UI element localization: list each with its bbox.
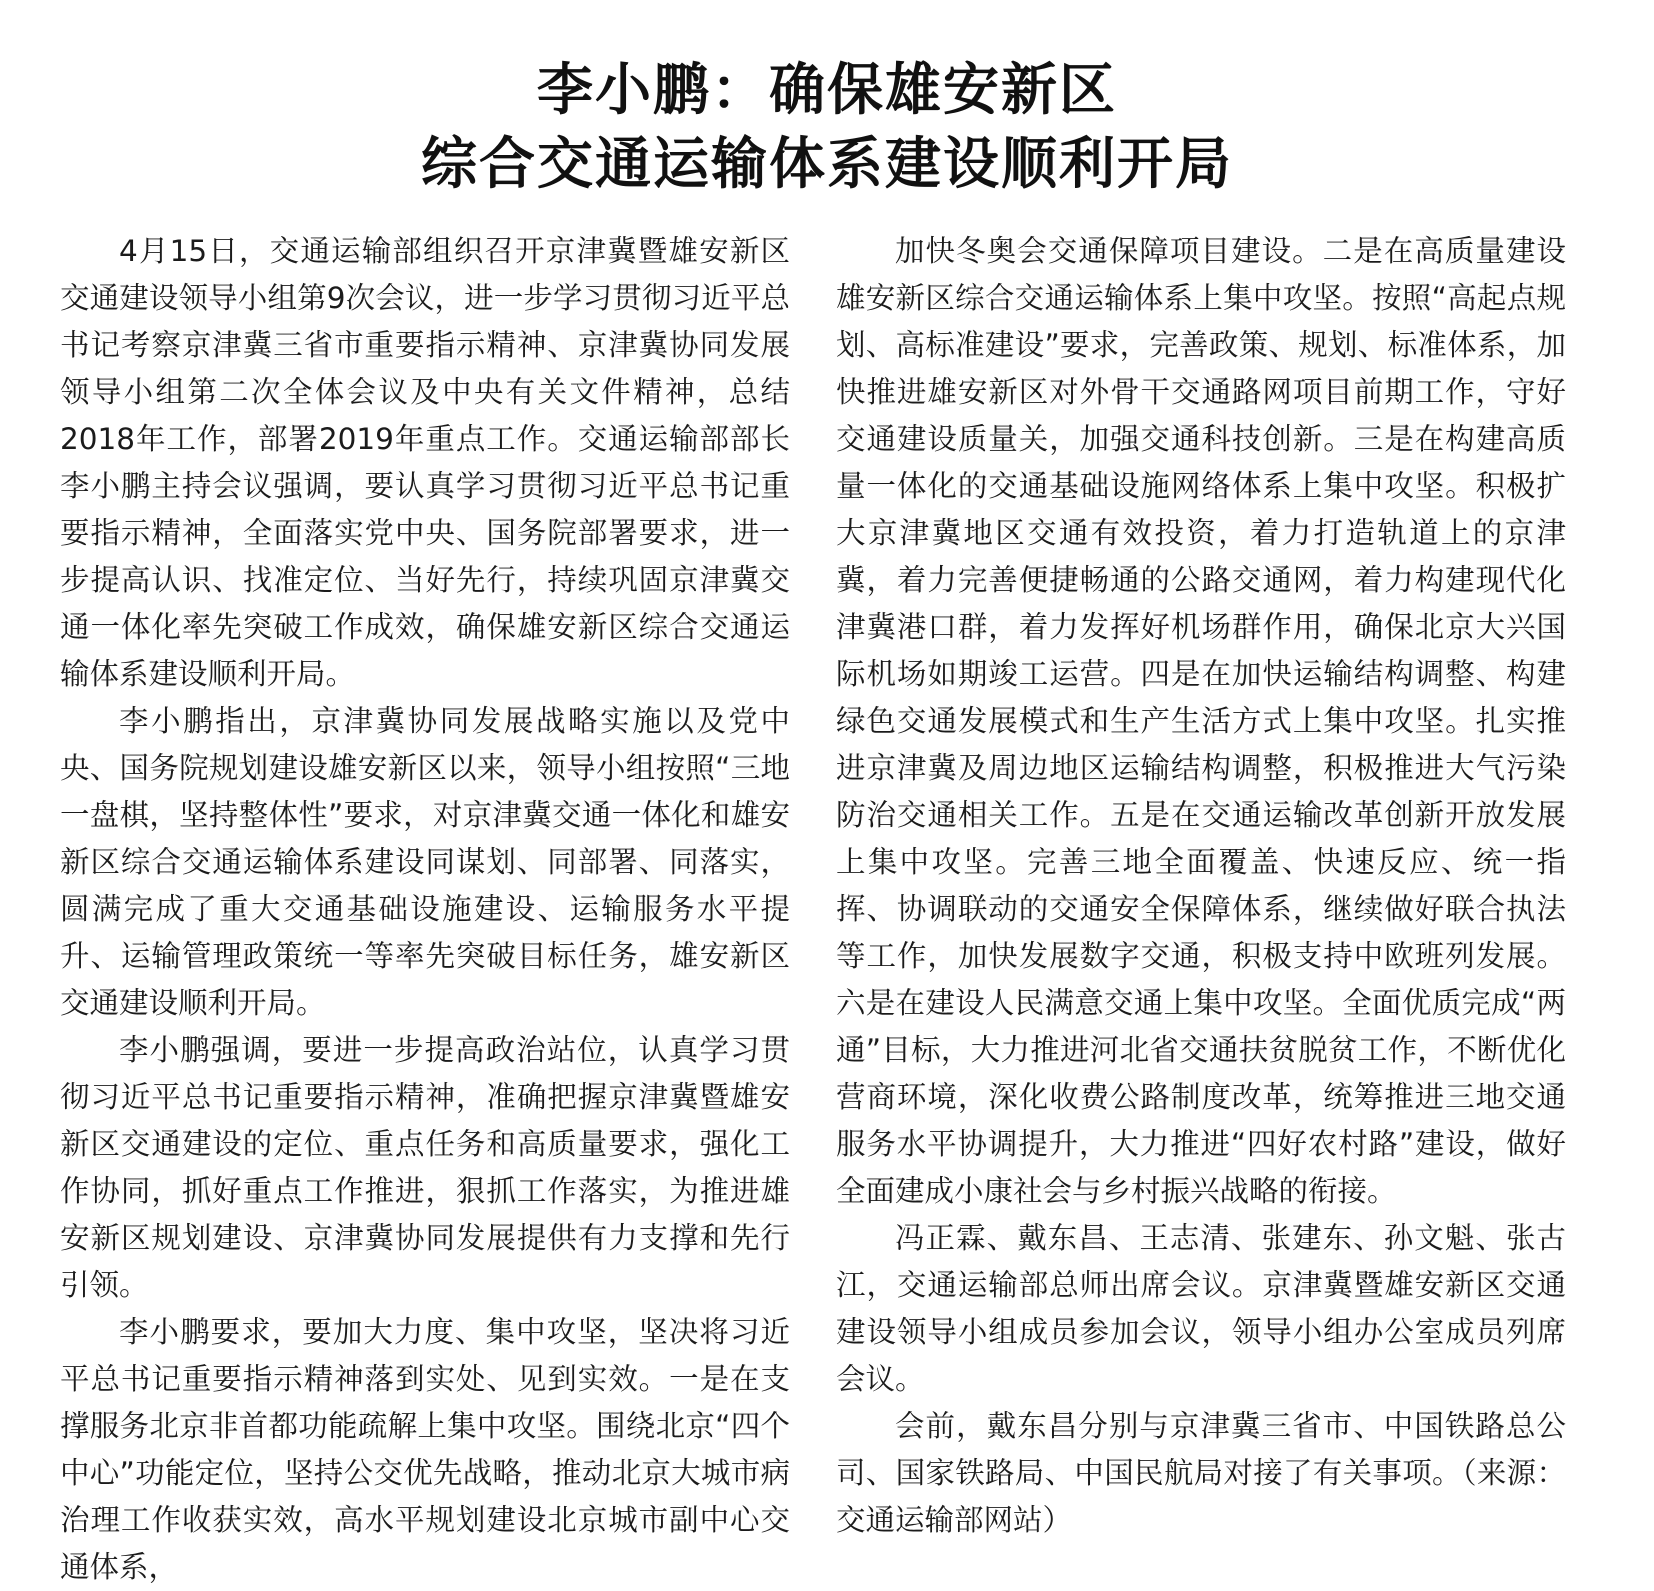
paragraph: 加快冬奥会交通保障项目建设。二是在高质量建设雄安新区综合交通运输体系上集中攻坚。按照“高起点规划、高标准建设”要求，完善政策、规划、标准体系，加快推进雄安新区对外骨干交通路网项目前期工作，守好交通建设质量关，加强交通科技创新。三是在构建高质量一体化的交通基础设施网络体系上集中攻坚。积极扩大京津冀地区交通有效投资，着力打造轨道上的京津冀，着力完善便捷畅通的公路交通网，着力构建现代化津冀港口群，着力发挥好机场群作用，确保北京大兴国际机场如期竣工运营。四是在加快运输结构调整、构建绿色交通发展模式和生产生活方式上集中攻坚。扎实推进京津冀及周边地区运输结构调整，积极推进大气污染防治交通相关工作。五是在交通运输改革创新开放发展上集中攻坚。完善三地全面覆盖、快速反应、统一指挥、协调联动的交通安全保障体系，继续做好联合执法等工作，加快发展数字交通，积极支持中欧班列发展。六是在建设人民满意交通上集中攻坚。全面优质完成“两通”目标，大力推进河北省交通扶贫脱贫工作，不断优化营商环境，深化收费公路制度改革，统筹推进三地交通服务水平协调提升，大力推进“四好农村路”建设，做好全面建成小康社会与乡村振兴战略的衔接。 <box>836 233 1566 1208</box>
paragraph: 冯正霖、戴东昌、王志清、张建东、孙文魁、张古江，交通运输部总师出席会议。京津冀暨雄安新区交通建设领导小组成员参加会议，领导小组办公室成员列席会议。 <box>836 1220 1566 1396</box>
paragraph: 李小鹏要求，要加大力度、集中攻坚，坚决将习近平总书记重要指示精神落到实处、见到实效。一是在支撑服务北京非首都功能疏解上集中攻坚。围绕北京“四个中心”功能定位，坚持公交优先战略，推动北京大城市病治理工作收获实效，高水平规划建设北京城市副中心交通体系， <box>60 1314 790 1584</box>
page-left-margin-rule <box>0 0 10 1521</box>
page-title-line-2: 综合交通运输体系建设顺利开局 <box>421 130 1233 197</box>
page-title-line-1: 李小鹏：确保雄安新区 <box>537 57 1117 123</box>
page-title <box>60 54 1594 202</box>
article-column-left <box>60 228 790 1591</box>
paragraph: 李小鹏指出，京津冀协同发展战略实施以及党中央、国务院规划建设雄安新区以来，领导小组按照“三地一盘棋，坚持整体性”要求，对京津冀交通一体化和雄安新区综合交通运输体系建设同谋划、同部署、同落实，圆满完成了重大交通基础设施建设、运输服务水平提升、运输管理政策统一等率先突破目标任务，雄安新区交通建设顺利开局。 <box>60 703 790 1020</box>
paragraph: 会前，戴东昌分别与京津冀三省市、中国铁路总公司、国家铁路局、中国民航局对接了有关事项。（来源：交通运输部网站） <box>836 1408 1566 1537</box>
paragraph: 4月15日，交通运输部组织召开京津冀暨雄安新区交通建设领导小组第9次会议，进一步学习贯彻习近平总书记考察京津冀三省市重要指示精神、京津冀协同发展领导小组第二次全体会议及中央有关文件精神，总结2018年工作，部署2019年重点工作。交通运输部部长李小鹏主持会议强调，要认真学习贯彻习近平总书记重要指示精神，全面落实党中央、国务院部署要求，进一步提高认识、找准定位、当好先行，持续巩固京津冀交通一体化率先突破工作成效，确保雄安新区综合交通运输体系建设顺利开局。 <box>60 233 790 691</box>
article-columns <box>60 228 1594 1591</box>
article-column-right <box>836 228 1566 1544</box>
paragraph: 李小鹏强调，要进一步提高政治站位，认真学习贯彻习近平总书记重要指示精神，准确把握京津冀暨雄安新区交通建设的定位、重点任务和高质量要求，强化工作协同，抓好重点工作推进，狠抓工作落实，为推进雄安新区规划建设、京津冀协同发展提供有力支撑和先行引领。 <box>60 1032 790 1302</box>
